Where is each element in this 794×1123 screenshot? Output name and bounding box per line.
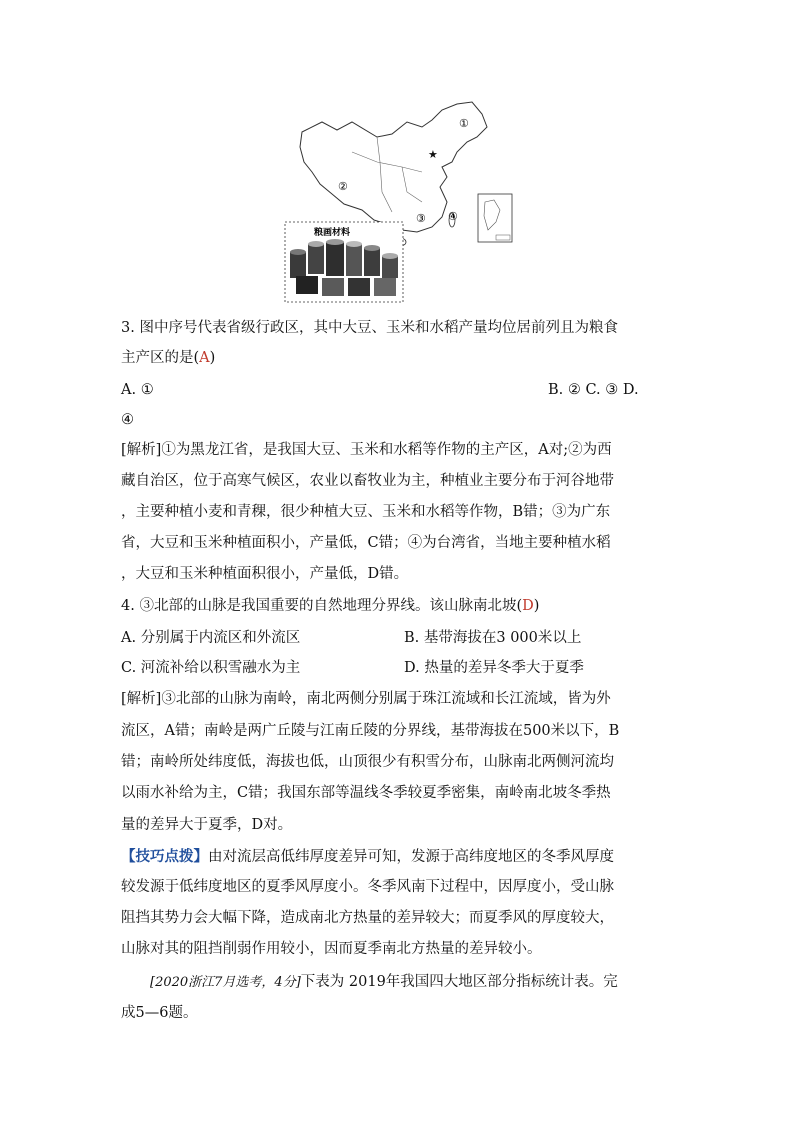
tip-line: 较发源于低纬度地区的夏季风厚度小。冬季风南下过程中，因厚度小，受山脉: [121, 879, 614, 895]
exam-source: [2020浙江7月选考，4分]: [150, 975, 301, 990]
tip-label: 【技巧点拨】: [121, 848, 208, 865]
food-inset-label: 粮画材料: [314, 228, 351, 238]
china-map-figure: [282, 92, 522, 307]
q4-analysis-line: [解析]③北部的山脉为南岭，南北两侧分别属于珠江流域和长江流域，皆为外: [121, 691, 611, 707]
q3-analysis-line: [解析]①为黑龙江省，是我国大豆、玉米和水稻等作物的主产区，A对;②为西: [121, 442, 612, 458]
q3-analysis-line: ，主要种植小麦和青稞，很少种植大豆、玉米和水稻等作物，B错；③为广东: [121, 504, 611, 520]
tip-line: 山脉对其的阻挡削弱作用较小，因而夏季南北方热量的差异较小。: [121, 941, 542, 957]
q4-analysis-line: 错；南岭所处纬度低，海拔也低，山顶很少有积雪分布，山脉南北两侧河流均: [121, 754, 614, 770]
tip-line: 【技巧点拨】由对流层高低纬厚度差异可知，发源于高纬度地区的冬季风厚度: [121, 848, 614, 865]
q4-option-c: C. 河流补给以积雪融水为主: [121, 660, 301, 676]
next-intro-line2: 成5—6题。: [121, 1005, 198, 1021]
q4-option-b: B. 基带海拔在3 000米以上: [404, 630, 582, 646]
q3-option-d-wrap: ④: [121, 412, 134, 428]
q4-analysis-line: 以雨水补给为主，C错；我国东部等温线冬季较夏季密集，南岭南北坡冬季热: [121, 785, 611, 801]
q4-stem: 4. ③北部的山脉是我国重要的自然地理分界线。该山脉南北坡(D): [121, 598, 540, 614]
q3-analysis-line: 省，大豆和玉米种植面积小，产量低，C错；④为台湾省，当地主要种植水稻: [121, 535, 611, 551]
q4-answer: D: [522, 598, 534, 614]
q3-analysis-line: ，大豆和玉米种植面积很小，产量低，D错。: [121, 566, 409, 582]
q3-stem-line2: 主产区的是(A): [121, 350, 216, 366]
china-map: [282, 92, 522, 307]
marker-4: ④: [448, 210, 458, 223]
q3-options-bcd: B. ② C. ③ D.: [548, 382, 639, 398]
q3-option-a: A. ①: [121, 382, 154, 398]
q4-option-d: D. 热量的差异冬季大于夏季: [404, 660, 584, 676]
q4-option-a: A. 分别属于内流区和外流区: [121, 630, 301, 646]
q3-analysis-line: 藏自治区，位于高寒气候区，农业以畜牧业为主，种植业主要分布于河谷地带: [121, 473, 614, 489]
marker-3: ③: [416, 212, 426, 225]
q4-analysis-line: 量的差异大于夏季，D对。: [121, 817, 293, 833]
marker-2: ②: [338, 180, 348, 193]
q3-answer: A: [199, 350, 210, 366]
capital-star-icon: ★: [428, 148, 438, 161]
q3-stem-line1: 3. 图中序号代表省级行政区，其中大豆、玉米和水稻产量均位居前列且为粮食: [121, 320, 618, 336]
marker-1: ①: [459, 117, 469, 130]
q4-analysis-line: 流区，A错；南岭是两广丘陵与江南丘陵的分界线，基带海拔在500米以下，B: [121, 723, 620, 739]
next-intro-line1: [2020浙江7月选考，4分]下表为 2019年我国四大地区部分指标统计表。完: [150, 974, 618, 990]
tip-line: 阻挡其势力会大幅下降，造成南北方热量的差异较大；而夏季风的厚度较大，: [121, 910, 614, 926]
